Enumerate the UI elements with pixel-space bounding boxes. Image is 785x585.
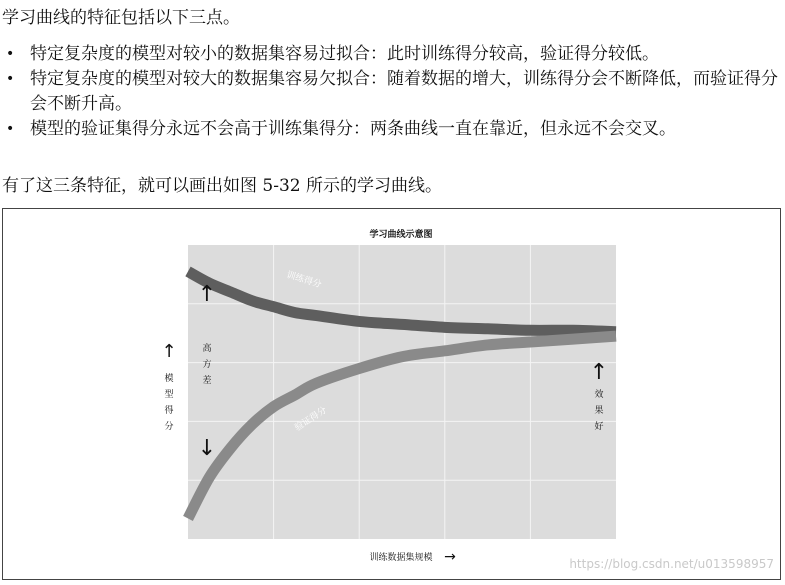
bullet-text: 特定复杂度的模型对较小的数据集容易过拟合：此时训练得分较高，验证得分较低。 [30, 44, 659, 64]
x-axis-arrow-icon: → [444, 549, 456, 565]
y-axis-label: 模型得分 [164, 374, 174, 432]
bullet-dot-icon: • [6, 121, 15, 137]
watermark: https://blog.csdn.net/u013598957 [569, 557, 774, 571]
learning-curve-figure [2, 208, 781, 580]
series-label-train: 训练得分 [285, 270, 323, 291]
good-effect-up-arrow-icon: ↑ [589, 360, 609, 385]
list-item [0, 117, 785, 142]
learning-curve-chart [3, 209, 782, 581]
list-item [0, 42, 785, 67]
summary-text: 有了这三条特征，就可以画出如图 5-32 所示的学习曲线。 [2, 176, 442, 196]
bullet-dot-icon: • [6, 46, 15, 62]
bullet-text: 特定复杂度的模型对较大的数据集容易欠拟合：随着数据的增大，训练得分会不断降低，而验证得分会不断升高。 [30, 69, 778, 114]
bullet-dot-icon: • [6, 71, 15, 87]
high-variance-up-arrow-icon: ↑ [197, 282, 217, 307]
list-item [0, 67, 785, 117]
plot-area [188, 245, 616, 539]
intro-text: 学习曲线的特征包括以下三点。 [2, 8, 240, 28]
chart-title: 学习曲线示意图 [369, 230, 433, 240]
high-variance-label: 高方差 [202, 344, 212, 386]
high-variance-down-arrow-icon: ↓ [197, 436, 217, 461]
x-axis-label: 训练数据集规模 [369, 553, 433, 563]
bullet-text: 模型的验证集得分永远不会高于训练集得分：两条曲线一直在靠近，但永远不会交叉。 [30, 119, 676, 139]
feature-list [0, 42, 785, 142]
y-axis-arrow-icon: ↑ [161, 341, 177, 362]
series-label-valid: 验证得分 [293, 405, 329, 434]
good-effect-label: 效果好 [594, 390, 604, 432]
